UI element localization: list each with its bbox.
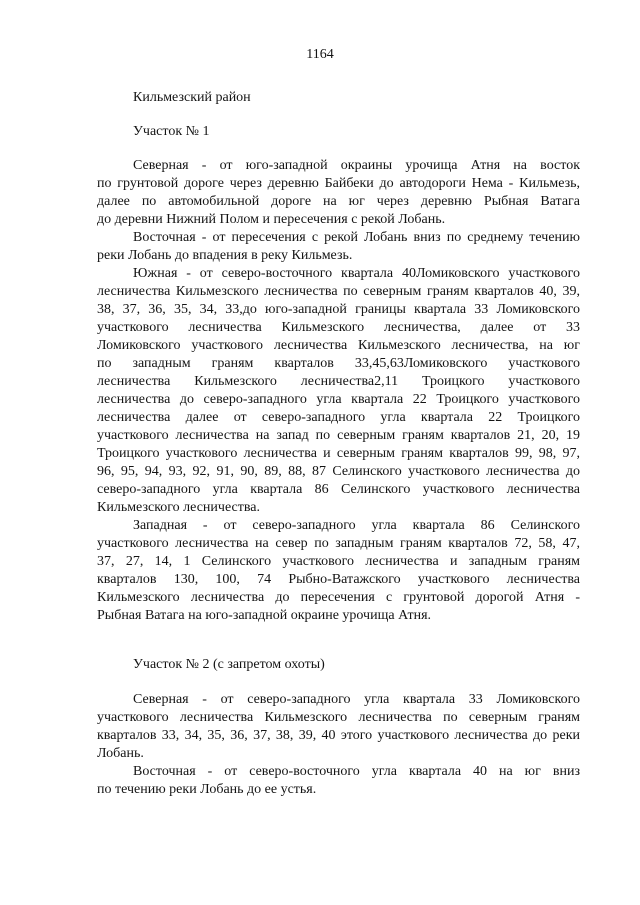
section-1-title: Участок № 1: [133, 124, 210, 139]
text-line: участкового лесничества Кильмезского лесничества по северным граням: [97, 710, 580, 725]
text-line: участкового лесничества на север по западным граням кварталов 72, 58, 47,: [97, 536, 580, 551]
text-line: лесничества далее от северо-западного угла квартала 22 Троицкого: [97, 410, 580, 425]
text-line: лесничества до северо-западного угла квартала 22 Троицкого участкового: [97, 392, 580, 407]
text-line: Восточная - от северо-восточного угла квартала 40 на юг вниз: [133, 764, 580, 779]
text-line: участкового лесничества Кильмезского лесничества, далее от 33: [97, 320, 580, 335]
text-line: 38, 37, 36, 35, 34, 33,до юго-западной границы квартала 33 Ломиковского: [97, 302, 580, 317]
text-line: по западным граням кварталов 33,45,63Ломиковского участкового: [97, 356, 580, 371]
text-line: Лобань.: [97, 746, 144, 761]
text-line: лесничества Кильмезского лесничества по северным граням кварталов 40, 39,: [97, 284, 580, 299]
section-2-title: Участок № 2 (с запретом охоты): [133, 657, 325, 672]
text-line: далее по автомобильной дороге на юг через деревню Рыбная Ватага: [97, 194, 580, 209]
text-line: лесничества Кильмезского лесничества2,11 Троицкого участкового: [97, 374, 580, 389]
text-line: Западная - от северо-западного угла квартала 86 Селинского: [133, 518, 580, 533]
text-line: Южная - от северо-восточного квартала 40Ломиковского участкового: [133, 266, 580, 281]
text-line: Троицкого участкового лесничества и северным граням кварталов 99, 98, 97,: [97, 446, 580, 461]
text-line: 96, 95, 94, 93, 92, 91, 90, 89, 88, 87 Селинского участкового лесничества до: [97, 464, 580, 479]
text-line: северо-западного угла квартала 86 Селинского участкового лесничества: [97, 482, 580, 497]
text-line: Северная - от северо-западного угла квартала 33 Ломиковского: [133, 692, 580, 707]
section-1-paragraph-north: [97, 157, 580, 229]
text-line: Ломиковского участкового лесничества Кильмезского лесничества, на юг: [97, 338, 580, 353]
page-number: 1164: [306, 47, 334, 62]
text-line: Восточная - от пересечения с рекой Лобань вниз по среднему течению: [133, 230, 580, 245]
section-1-paragraph-west: [97, 517, 580, 625]
text-line: Кильмезского лесничества.: [97, 500, 260, 515]
text-line: 37, 27, 14, 1 Селинского участкового лесничества и западным граням: [97, 554, 580, 569]
text-line: участкового лесничества на запад по северным граням кварталов 21, 20, 19: [97, 428, 580, 443]
section-1-paragraph-south: [97, 265, 580, 517]
text-line: по течению реки Лобань до ее устья.: [97, 782, 317, 797]
text-line: Кильмезского лесничества до пересечения с грунтовой дорогой Атня -: [97, 590, 580, 605]
section-1-paragraph-east: [97, 229, 580, 265]
district-heading: Кильмезский район: [133, 90, 251, 105]
section-2-paragraph-east: [97, 763, 580, 799]
text-line: Рыбная Ватага на юго-западной окраине урочища Атня.: [97, 608, 432, 623]
text-line: реки Лобань до впадения в реку Кильмезь.: [97, 248, 353, 263]
text-line: до деревни Нижний Полом и пересечения с рекой Лобань.: [97, 212, 446, 227]
text-line: Северная - от юго-западной окраины урочища Атня на восток: [133, 158, 580, 173]
text-line: кварталов 130, 100, 74 Рыбно-Ватажского участкового лесничества: [97, 572, 580, 587]
text-line: кварталов 33, 34, 35, 36, 37, 38, 39, 40 этого участкового лесничества до реки: [97, 728, 580, 743]
section-2-paragraph-north: [97, 691, 580, 763]
text-line: по грунтовой дороге через деревню Байбеки до автодороги Нема - Кильмезь,: [97, 176, 580, 191]
